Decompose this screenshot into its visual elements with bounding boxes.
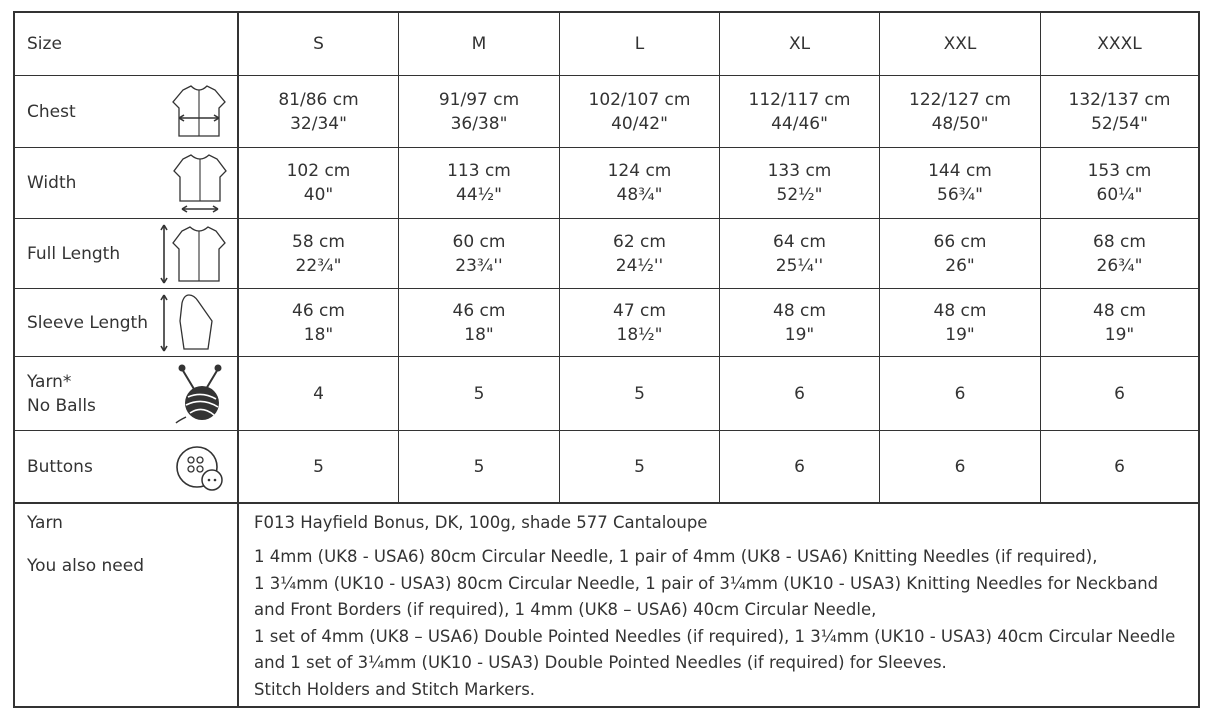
width-in: 52½" [776, 185, 823, 205]
sleeve-cm: 46 cm [452, 300, 506, 321]
length-cell-xxl [880, 219, 1040, 288]
buttons-cell-s: 5 [313, 456, 324, 477]
footer-also-need-line: and 1 set of 3¼mm (UK10 - USA3) Double Pointed Needles (if required) for Sleeves. [254, 653, 947, 672]
sleeve-in: 18" [464, 324, 494, 345]
footer-also-need-label: You also need [27, 556, 144, 576]
length-cell-m [399, 219, 559, 288]
size-table [13, 11, 1200, 708]
chest-cm: 91/97 cm [438, 89, 520, 110]
yarn-balls-cell-m: 5 [473, 383, 485, 404]
length-cell-l [560, 219, 719, 288]
chest-cm: 132/137 cm [1068, 89, 1171, 110]
row-label-sleeve-length: Sleeve Length [27, 312, 148, 333]
row-label-yarn-balls [27, 357, 96, 430]
length-in: 26¾" [1096, 255, 1143, 276]
buttons-cell-l: 5 [634, 456, 645, 477]
yarn-balls-cell-xl: 6 [794, 383, 805, 404]
width-cell-xl [720, 148, 879, 218]
width-cell-xxxl [1041, 148, 1198, 218]
yarn-ball-icon [174, 363, 226, 425]
length-cell-xl [720, 219, 879, 288]
sleeve-cm: 48 cm [773, 300, 826, 321]
yarn-balls-cell-xxxl: 6 [1114, 383, 1125, 404]
width-cell-l [560, 148, 719, 218]
buttons-cell-xxl: 6 [954, 456, 966, 477]
chest-cell-xl [720, 76, 879, 147]
width-cm: 102 cm [286, 161, 351, 181]
chest-cell-m [399, 76, 559, 147]
yarn-label-line2: No Balls [27, 395, 96, 416]
size-header-m: M [471, 34, 487, 54]
size-label: Size [27, 34, 62, 54]
sleeve-in: 19" [945, 324, 975, 345]
chest-in: 40/42" [611, 113, 668, 134]
chest-cell-xxl [880, 76, 1040, 147]
size-header-xxl: XXL [943, 34, 977, 54]
length-in: 26" [945, 255, 975, 276]
size-header-s: S [313, 34, 324, 54]
footer-yarn-text: F013 Hayfield Bonus, DK, 100g, shade 577 Cantaloupe [254, 513, 708, 532]
length-in: 23¾'' [455, 255, 503, 276]
length-cell-xxxl [1041, 219, 1198, 288]
footer-yarn-label: Yarn [27, 513, 63, 533]
yarn-balls-cell-xxl: 6 [954, 383, 966, 404]
cardigan-length-icon [156, 221, 230, 287]
row-divider [15, 502, 1198, 504]
chest-in: 36/38" [450, 113, 508, 134]
sleeve-cm: 48 cm [933, 300, 987, 321]
yarn-label-line1: Yarn* [27, 371, 72, 392]
sleeve-cm: 48 cm [1093, 300, 1146, 321]
sleeve-cell-xl [720, 289, 879, 356]
chest-cm: 112/117 cm [748, 89, 851, 110]
size-header-xl: XL [788, 34, 811, 54]
width-in: 48¾" [616, 185, 663, 205]
sleeve-in: 19" [1104, 324, 1135, 345]
width-in: 40" [303, 185, 334, 205]
width-cell-m [399, 148, 559, 218]
width-cell-xxl [880, 148, 1040, 218]
sleeve-in: 18" [303, 324, 334, 345]
buttons-cell-xxxl: 6 [1114, 456, 1125, 477]
button-icon [173, 443, 229, 493]
footer-also-need-line: and Front Borders (if required), 1 4mm (UK8 – USA6) 40cm Circular Needle, [254, 600, 877, 619]
cardigan-chest-icon [169, 80, 229, 142]
size-header-xxxl: XXXL [1097, 34, 1142, 54]
width-cm: 133 cm [767, 161, 832, 181]
sleeve-cell-l [560, 289, 719, 356]
row-label-full-length: Full Length [27, 243, 121, 264]
length-in: 25¼'' [775, 255, 824, 276]
width-in: 56¾" [937, 185, 983, 205]
width-cm: 113 cm [447, 161, 511, 181]
length-cell-s [239, 219, 398, 288]
sleeve-cell-m [399, 289, 559, 356]
chest-in: 52/54" [1091, 113, 1148, 134]
width-cm: 144 cm [928, 161, 992, 181]
chest-in: 48/50" [931, 113, 989, 134]
chest-cm: 102/107 cm [588, 89, 691, 110]
sleeve-cm: 47 cm [613, 300, 666, 321]
row-label-chest: Chest [27, 101, 76, 122]
yarn-balls-cell-l: 5 [634, 383, 645, 404]
length-in: 22¾" [295, 255, 342, 276]
row-label-buttons: Buttons [27, 456, 93, 477]
width-in: 44½" [456, 185, 502, 205]
width-in: 60¼" [1096, 185, 1143, 205]
width-cm: 153 cm [1087, 161, 1152, 181]
width-cell-s [239, 148, 398, 218]
length-cm: 62 cm [613, 231, 666, 252]
length-cm: 64 cm [773, 231, 826, 252]
chest-cell-s [239, 76, 398, 147]
length-in: 24½'' [615, 255, 664, 276]
footer-also-need-line: 1 3¼mm (UK10 - USA3) 80cm Circular Needle, 1 pair of 3¼mm (UK10 - USA3) Knitting Needles for Neckband [254, 573, 1159, 593]
chest-cm: 81/86 cm [278, 89, 359, 110]
width-cm: 124 cm [607, 161, 672, 181]
size-header-l: L [634, 34, 645, 54]
row-label-width: Width [27, 173, 77, 193]
footer-also-need-line: 1 4mm (UK8 - USA6) 80cm Circular Needle, 1 pair of 4mm (UK8 - USA6) Knitting Needles (if required), [254, 547, 1098, 566]
sleeve-cell-s [239, 289, 398, 356]
length-cm: 58 cm [292, 231, 345, 252]
chest-in: 32/34" [290, 113, 347, 134]
sleeve-length-icon [156, 291, 218, 355]
sleeve-in: 19" [784, 324, 815, 345]
sleeve-cell-xxxl [1041, 289, 1198, 356]
cardigan-width-icon [171, 151, 229, 215]
sleeve-cell-xxl [880, 289, 1040, 356]
sleeve-cm: 46 cm [292, 300, 345, 321]
footer-also-need-line: Stitch Holders and Stitch Markers. [254, 679, 536, 699]
chest-in: 44/46" [771, 113, 828, 134]
buttons-cell-xl: 6 [794, 456, 805, 477]
chest-cell-l [560, 76, 719, 147]
footer-also-need-line: 1 set of 4mm (UK8 – USA6) Double Pointed Needles (if required), 1 3¼mm (UK10 - USA3) 40cm Circular Needle [254, 626, 1176, 646]
chest-cm: 122/127 cm [909, 89, 1011, 110]
yarn-balls-cell-s: 4 [313, 383, 324, 404]
length-cm: 68 cm [1093, 231, 1146, 252]
length-cm: 66 cm [933, 231, 987, 252]
sleeve-in: 18½" [616, 324, 663, 345]
buttons-cell-m: 5 [473, 456, 485, 477]
length-cm: 60 cm [452, 231, 506, 252]
chest-cell-xxxl [1041, 76, 1198, 147]
